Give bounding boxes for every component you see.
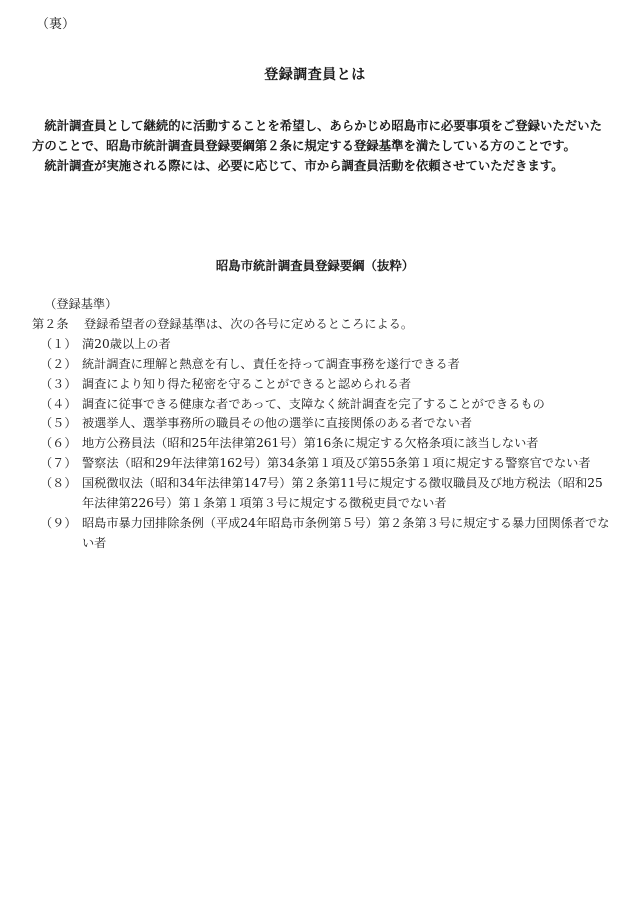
item-text: 統計調査に理解と熱意を有し、責任を持って調査事務を遂行できる者 [82,356,460,371]
item-number: （６） [40,436,77,451]
excerpt-title: 昭島市統計調査員登録要綱（抜粋） [215,258,415,273]
intro-text [32,116,610,176]
item-number: （４） [40,396,77,411]
back-side-label: （裏） [36,17,76,32]
item-number: （９） [40,515,77,530]
list-item [32,355,612,375]
article-line [32,315,612,335]
item-number: （８） [40,476,77,491]
item-text: 満20歳以上の者 [82,336,171,351]
intro-paragraph: 統計調査員として継続的に活動することを希望し、あらかじめ昭島市に必要事項をご登録いただいた方のことで、昭島市統計調査員登録要綱第２条に規定する登録基準を満たしている方のことです。 [32,118,602,153]
item-text: 地方公務員法（昭和25年法律第261号）第16条に規定する欠格条項に該当しない者 [82,436,539,451]
item-number: （５） [40,416,77,431]
item-text: 昭島市暴力団排除条例（平成24年昭島市条例第５号）第２条第３号に規定する暴力団関係者でない者 [82,515,610,550]
page-title: 登録調査員とは [264,67,366,83]
item-text: 国税徴収法（昭和34年法律第147号）第２条第11号に規定する徴収職員及び地方税法（昭和25年法律第226号）第１条第１項第３号に規定する徴税吏員でない者 [82,476,603,511]
criteria-list [32,335,612,554]
list-item [32,335,612,355]
criteria-heading: （登録基準） [44,297,118,311]
list-item [32,454,612,474]
item-text: 被選挙人、選挙事務所の職員その他の選挙に直接関係のある者でない者 [82,416,472,431]
intro-paragraph: 統計調査が実施される際には、必要に応じて、市から調査員活動を依頼させていただきます。 [44,158,564,173]
list-item [32,434,612,454]
list-item [32,474,612,514]
item-number: （２） [40,356,77,371]
item-text: 調査に従事できる健康な者であって、支障なく統計調査を完了することができるもの [82,396,545,411]
item-text: 調査により知り得た秘密を守ることができると認められる者 [82,376,412,391]
excerpt-body [32,295,612,554]
item-text: 警察法（昭和29年法律第162号）第34条第１項及び第55条第１項に規定する警察官でない者 [82,456,591,471]
article-label: 第２条 [32,316,69,331]
item-number: （７） [40,456,77,471]
list-item [32,375,612,395]
list-item [32,514,612,554]
list-item [32,414,612,434]
item-number: （３） [40,376,77,391]
list-item [32,395,612,415]
article-text: 登録希望者の登録基準は、次の各号に定めるところによる。 [84,316,414,331]
item-number: （１） [40,336,77,351]
